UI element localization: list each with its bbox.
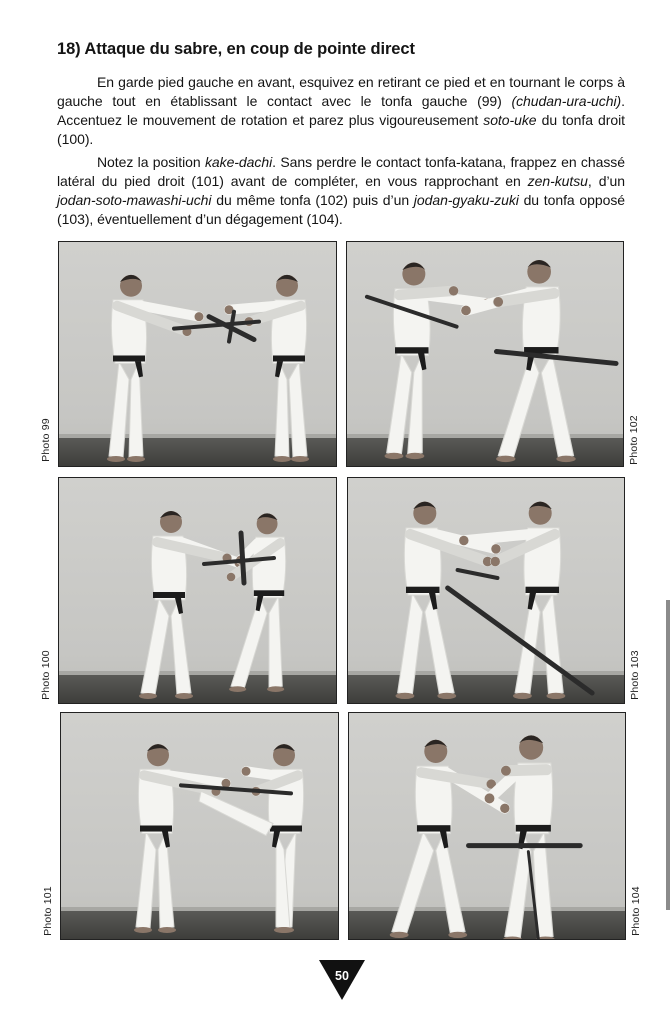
page-number-marker [319, 960, 365, 1000]
karateka-figure [385, 263, 492, 460]
weapon [241, 533, 244, 583]
paragraph-2 [57, 153, 625, 229]
text-run: du tonfa droit (100). [57, 112, 625, 147]
karateka-figure [396, 502, 501, 699]
photo-101 [60, 712, 339, 940]
caption-photo-100: Photo 100 [40, 650, 52, 700]
photo-illustration [347, 242, 623, 466]
text-run: du tonfa opposé (103), éventuellement d’un dégagement (104). [57, 192, 626, 227]
karateka-figure [461, 260, 576, 462]
photo-illustration [348, 478, 624, 703]
text-run: . Sans perdre le contact tonfa-katana, frappez en chassé latéral du pied droit (101) avant de compléter, en vous rapprochant en [57, 154, 625, 189]
text-run: du même tonfa (102) puis d’un [211, 192, 414, 208]
italic-term: jodan-soto-mawashi-uchi [57, 192, 212, 208]
italic-term: kake-dachi [204, 154, 273, 170]
photo-illustration [59, 242, 336, 466]
karateka-figure [242, 744, 304, 933]
weapon [229, 312, 234, 342]
karateka-figure [390, 740, 510, 938]
karateka-figure [139, 511, 244, 699]
italic-term: soto-uke [483, 112, 537, 128]
photo-illustration [59, 478, 336, 703]
karateka-figure [107, 275, 204, 462]
italic-term: zen-kutsu [527, 173, 588, 189]
text-run: . Accentuez le mouvement de rotation et parez plus vigoureusement [57, 93, 625, 128]
text-run: En garde pied gauche en avant, esquivez en retirant ce pied et en tournant le corps à gauche tout en établissant le contact avec le tonfa gauche (99) [57, 74, 625, 109]
italic-term: (chudan-ura-uchi) [511, 93, 622, 109]
karateka-figure [459, 502, 565, 699]
photo-104 [348, 712, 626, 940]
page-edge-mark [666, 600, 670, 910]
caption-photo-103: Photo 103 [629, 650, 641, 700]
karateka-figure [134, 744, 231, 933]
text-run: Notez la position [97, 154, 205, 170]
caption-photo-104: Photo 104 [630, 886, 642, 936]
photo-103 [347, 477, 625, 704]
paragraph-1 [57, 73, 625, 149]
weapon [458, 570, 498, 578]
photo-illustration [61, 713, 338, 939]
photo-102 [346, 241, 624, 467]
karateka-figure [485, 735, 556, 939]
page-number: 50 [335, 969, 349, 983]
caption-photo-102: Photo 102 [628, 415, 640, 465]
photo-100 [58, 477, 337, 704]
photo-illustration [349, 713, 625, 939]
italic-term: jodan-gyaku-zuki [413, 192, 519, 208]
karateka-figure [227, 513, 286, 692]
text-run: , d’un [587, 173, 625, 189]
karateka-figure [225, 275, 310, 462]
caption-photo-99: Photo 99 [40, 418, 52, 462]
caption-photo-101: Photo 101 [42, 886, 54, 936]
photo-99 [58, 241, 337, 467]
section-heading: 18) Attaque du sabre, en coup de pointe direct [57, 40, 415, 58]
